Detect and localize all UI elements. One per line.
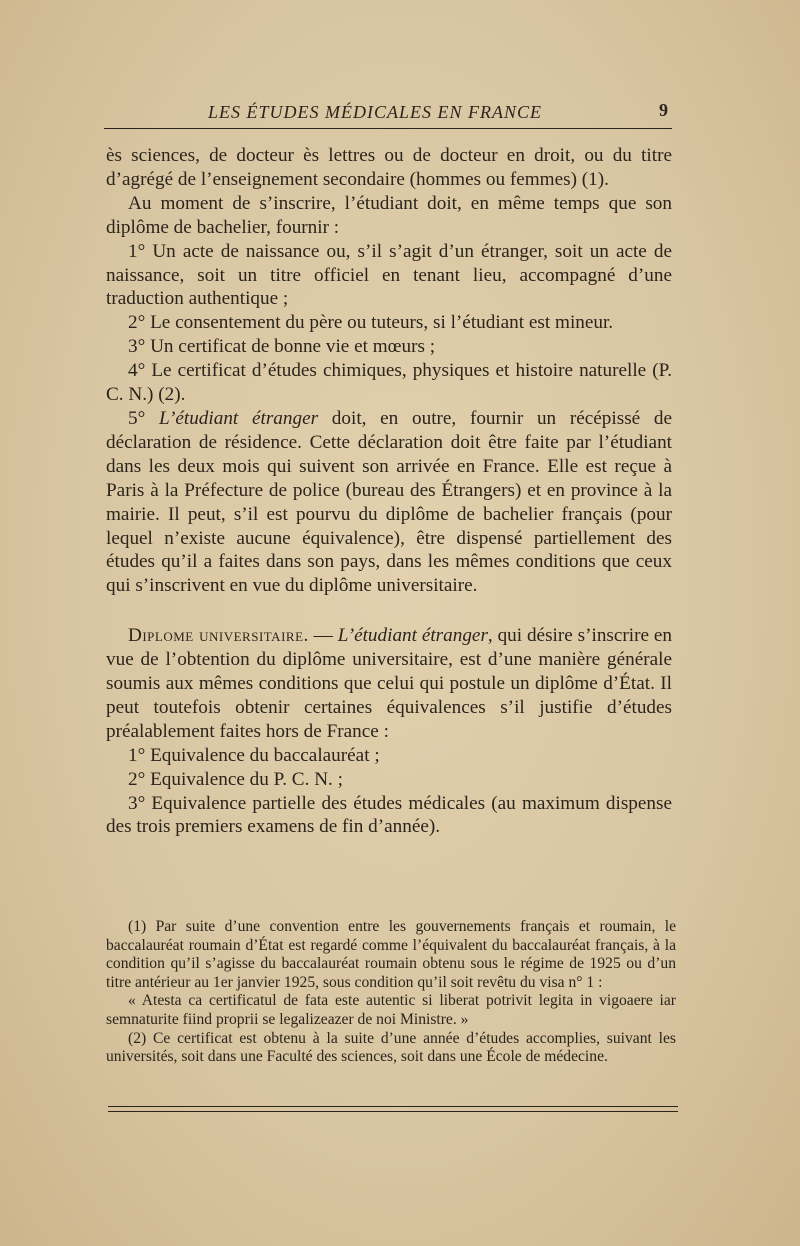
list-item: 4° Le certificat d’études chimiques, physiques et histoire naturelle (P. C. N.) (2). [106,360,672,406]
bottom-rule [108,1106,678,1107]
list-item: 1° Un acte de naissance ou, s’il s’agit d’un étranger, soit un acte de naissance, soit un titre officiel en tenant lieu, accompagné d’une traduction authentique ; [106,240,672,310]
list-item: 2° Equivalence du P. C. N. ; [128,768,343,790]
footnote: (2) Ce certificat est obtenu à la suite d’une année d’études accomplies, suivant les universités, soit dans une Faculté des sciences, soit dans une École de médecine. [106,1029,676,1066]
list-item: 3° Un certificat de bonne vie et mœurs ; [128,336,436,358]
paragraph: Au moment de s’inscrire, l’étudiant doit, en même temps que son diplôme de bachelier, fournir : [106,192,672,238]
italic-term: L’étudiant étranger [159,407,319,429]
section-text: , qui désire s’inscrire en vue de l’obtention du diplôme universitaire, est d’une manière générale soumis aux mêmes conditions que celui qui postule un diplôme d’État. Il peut toutefois obtenir certaines équivalences s’il justifie d’études préalablement faites hors de France : [106,625,673,742]
item-number: 5° [128,407,146,429]
list-item: 1° Equivalence du baccalauréat ; [128,744,380,766]
main-text [106,144,672,839]
running-title: LES ÉTUDES MÉDICALES EN FRANCE [208,102,542,122]
footnotes [106,918,676,1067]
list-item: 3° Equivalence partielle des études médicales (au maximum dispense des trois premiers examens de fin d’année). [106,792,672,838]
list-item: 2° Le consentement du père ou tuteurs, si l’étudiant est mineur. [128,312,614,334]
italic-term: L’étudiant étranger [337,625,488,647]
section-heading: Diplome universitaire. [128,625,309,647]
list-item [106,407,672,598]
section-dash: — [308,625,338,647]
section-paragraph [106,624,672,744]
bottom-rule [108,1111,678,1112]
page-header [104,98,672,129]
paragraph: ès sciences, de docteur ès lettres ou de docteur en droit, ou du titre d’agrégé de l’enseignement secondaire (hommes ou femmes) (1). [106,145,672,190]
item-text: doit, en outre, fournir un récépissé de déclaration de résidence. Cette déclaration doit être faite par l’étudiant dans les deux mois qui suivent son arrivée en France. Elle est reçue à Paris à la Préfecture de police (bureau des Étrangers) et en province à la mairie. Il peut, s’il est pourvu du diplôme de bachelier français (pour lequel n’existe aucune équivalence), être dispensé partiellement des études qu’il a faites dans son pays, dans les mêmes conditions que ceux qui s’inscrivent en vue du diplôme universitaire. [106,407,673,597]
page-number: 9 [659,100,668,120]
footnote: (1) Par suite d’une convention entre les gouvernements français et roumain, le baccalauréat roumain d’État est regardé comme l’équivalent du baccalauréat français, à la condition qu’il s’agisse du baccalauréat roumain obtenu sous le régime de 1925 ou d’un titre antérieur au 1er janvier 1925, sous condition qu’il soit revêtu du visa n° 1 : [106,918,676,991]
footnote-quote: « Atesta ca certificatul de fata este autentic si liberat potrivit legita in vigoaere iar semnaturite fiind proprii se legalizeazer de noi Ministre. » [106,992,676,1028]
